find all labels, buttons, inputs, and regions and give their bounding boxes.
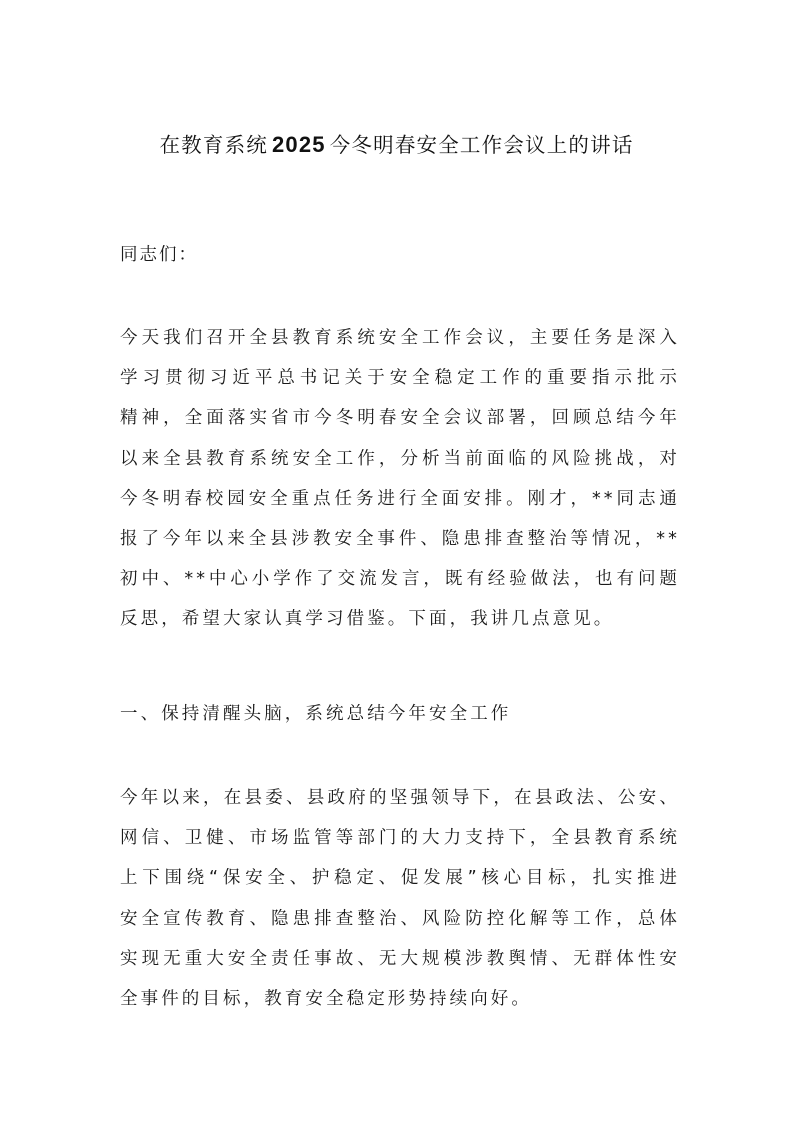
paragraph-line: 上下围绕“保安全、护稳定、促发展”核心目标，扎实推进 (120, 868, 680, 889)
paragraph-line: 实现无重大安全责任事故、无大规模涉教舆情、无群体性安 (120, 948, 680, 969)
section-heading-1: 一、保持清醒头脑，系统总结今年安全工作 (120, 704, 512, 724)
paragraph-line: 报了今年以来全县涉教安全事件、隐患排查整治等情况，** (120, 528, 680, 549)
paragraph-line: 以来全县教育系统安全工作，分析当前面临的风险挑战，对 (120, 448, 680, 469)
title-prefix: 在教育系统 (159, 133, 268, 157)
paragraph-line: 学习贯彻习近平总书记关于安全稳定工作的重要指示批示 (120, 368, 680, 389)
paragraph-line: 今冬明春校园安全重点任务进行全面安排。刚才，**同志通 (120, 488, 680, 509)
paragraph-line: 今天我们召开全县教育系统安全工作会议，主要任务是深入 (120, 328, 680, 348)
paragraph-line: 全事件的目标，教育安全稳定形势持续向好。 (120, 988, 532, 1009)
paragraph-line: 初中、**中心小学作了交流发言，既有经验做法，也有问题 (120, 569, 680, 590)
paragraph-introduction (120, 318, 680, 640)
paragraph-line: 网信、卫健、市场监管等部门的大力支持下，全县教育系统 (120, 828, 680, 849)
paragraph-line: 精神，全面落实省市今冬明春安全会议部署，回顾总结今年 (120, 408, 680, 429)
paragraph-line: 今年以来，在县委、县政府的坚强领导下，在县政法、公安、 (120, 788, 680, 808)
paragraph-section-1 (120, 778, 680, 1019)
title-suffix: 今冬明春安全工作会议上的讲话 (329, 133, 634, 157)
paragraph-line: 反思，希望大家认真学习借鉴。下面，我讲几点意见。 (120, 609, 615, 630)
salutation: 同志们： (120, 245, 198, 265)
document-title (0, 128, 793, 158)
paragraph-line: 安全宣传教育、隐患排查整治、风险防控化解等工作，总体 (120, 908, 680, 929)
title-year: 2025 (271, 132, 326, 157)
